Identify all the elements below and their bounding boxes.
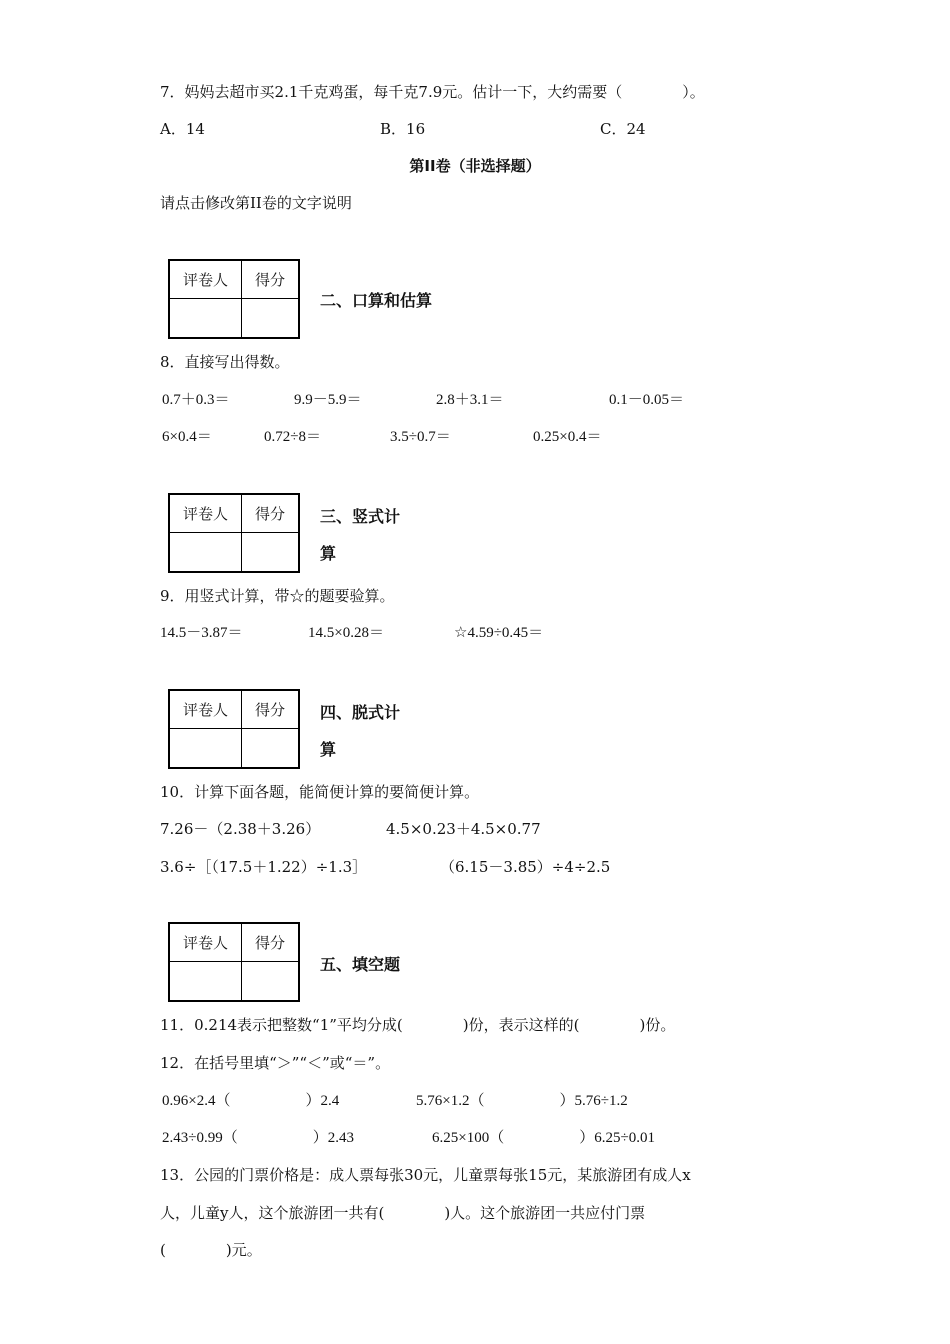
score-header-grader: 评卷人 [169, 494, 242, 533]
section-2-title: 二、口算和估算 [320, 291, 433, 310]
question-13-line-3: ( )元。 [160, 1241, 262, 1259]
calc-item: 0.7＋0.3＝ [162, 392, 230, 408]
calc-item: 7.26－（2.38＋3.26） [160, 820, 321, 838]
section-5-title: 五、填空题 [320, 955, 401, 974]
section-4-title: 四、脱式计 [320, 703, 401, 722]
score-header-grader: 评卷人 [169, 923, 242, 962]
score-cell-score [242, 533, 300, 573]
compare-item: 6.25×100（ ）6.25÷0.01 [432, 1130, 655, 1146]
section-4-title-cont: 算 [320, 740, 337, 759]
part-2-title: 第II卷（非选择题） [409, 157, 541, 175]
score-header-score: 得分 [242, 690, 300, 729]
section-3-title: 三、竖式计 [320, 507, 401, 526]
question-7: 7．妈妈去超市买2.1千克鸡蛋，每千克7.9元。估计一下，大约需要（ ）。 [160, 83, 705, 101]
question-13-line-1: 13．公园的门票价格是：成人票每张30元，儿童票每张15元，某旅游团有成人x [160, 1166, 691, 1184]
score-cell-grader [169, 729, 242, 769]
calc-item: 0.1－0.05＝ [609, 392, 685, 408]
score-cell-score [242, 299, 300, 339]
score-table-2 [168, 259, 300, 339]
calc-item: 3.5÷0.7＝ [390, 429, 451, 445]
question-8: 8．直接写出得数。 [160, 353, 290, 371]
score-cell-score [242, 729, 300, 769]
option-b: B．16 [380, 120, 426, 138]
score-cell-grader [169, 962, 242, 1002]
option-a: A．14 [160, 120, 205, 138]
calc-item: 2.8＋3.1＝ [436, 392, 504, 408]
calc-item: 0.72÷8＝ [264, 429, 321, 445]
score-cell-grader [169, 299, 242, 339]
question-13-line-2: 人，儿童y人，这个旅游团一共有( )人。这个旅游团一共应付门票 [160, 1204, 646, 1222]
score-table-3 [168, 493, 300, 573]
section-3-title-cont: 算 [320, 544, 337, 563]
calc-item: 3.6÷［（17.5＋1.22）÷1.3］ [160, 858, 368, 876]
compare-item: 5.76×1.2（ ）5.76÷1.2 [416, 1093, 628, 1109]
score-cell-score [242, 962, 300, 1002]
calc-item: 14.5－3.87＝ [160, 625, 243, 641]
question-11: 11．0.214表示把整数“1”平均分成( )份，表示这样的( )份。 [160, 1016, 676, 1034]
score-header-score: 得分 [242, 260, 300, 299]
score-table-4 [168, 689, 300, 769]
score-table-5 [168, 922, 300, 1002]
calc-item: （6.15－3.85）÷4÷2.5 [440, 858, 611, 876]
score-header-grader: 评卷人 [169, 690, 242, 729]
score-header-score: 得分 [242, 923, 300, 962]
option-c: C．24 [600, 120, 646, 138]
score-header-grader: 评卷人 [169, 260, 242, 299]
score-header-score: 得分 [242, 494, 300, 533]
compare-item: 0.96×2.4（ ）2.4 [162, 1093, 340, 1109]
part-2-note: 请点击修改第II卷的文字说明 [160, 194, 352, 212]
calc-item: ☆4.59÷0.45＝ [454, 625, 544, 641]
calc-item: 6×0.4＝ [162, 429, 212, 445]
calc-item: 4.5×0.23＋4.5×0.77 [386, 820, 541, 838]
calc-item: 14.5×0.28＝ [308, 625, 384, 641]
calc-item: 0.25×0.4＝ [533, 429, 602, 445]
question-9: 9．用竖式计算，带☆的题要验算。 [160, 587, 395, 605]
calc-item: 9.9－5.9＝ [294, 392, 362, 408]
question-10: 10．计算下面各题，能简便计算的要简便计算。 [160, 783, 480, 801]
score-cell-grader [169, 533, 242, 573]
question-12: 12．在括号里填“＞”“＜”或“＝”。 [160, 1054, 391, 1072]
compare-item: 2.43÷0.99（ ）2.43 [162, 1130, 354, 1146]
